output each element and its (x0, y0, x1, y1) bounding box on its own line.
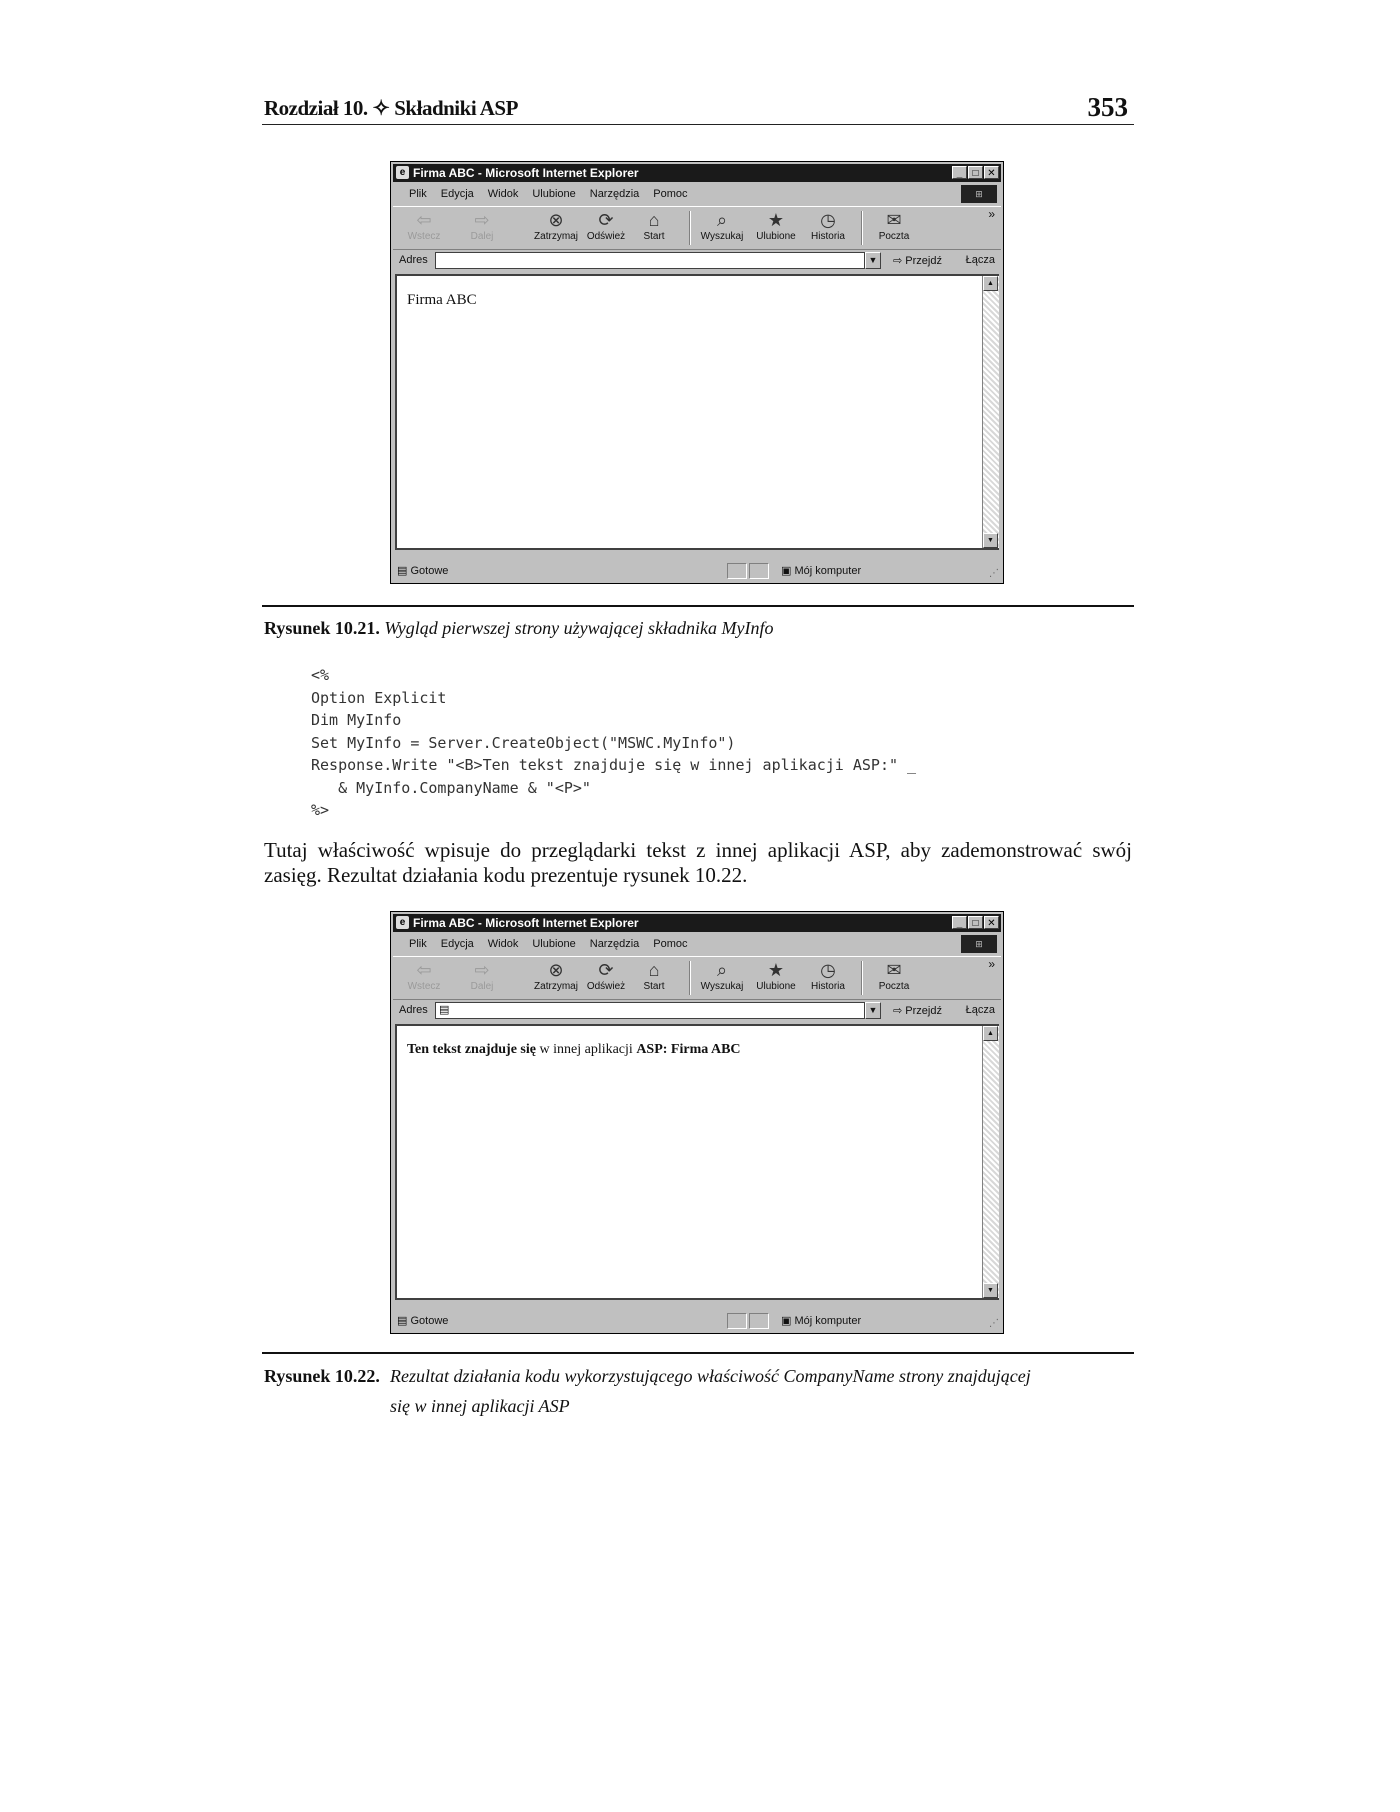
status-cell (727, 563, 747, 579)
menu-edit[interactable]: Edycja (440, 938, 474, 950)
figure-caption-1: Rysunek 10.21. Wygląd pierwszej strony używającej składnika MyInfo (264, 618, 774, 638)
browser-window-1 (390, 161, 1004, 584)
address-label: Adres (399, 254, 428, 266)
title-bar (393, 914, 1001, 932)
go-arrow-icon: ⇨ (893, 255, 903, 267)
computer-icon: ▣ (781, 1315, 792, 1327)
close-button[interactable]: ✕ (984, 166, 999, 179)
mail-button[interactable]: ✉ Poczta (865, 209, 923, 243)
forward-button[interactable]: ⇨ Dalej (453, 209, 511, 243)
address-label: Adres (399, 1004, 428, 1016)
minimize-button[interactable]: _ (952, 916, 967, 929)
home-button[interactable]: ⌂ Start (625, 959, 683, 993)
scroll-down-icon[interactable]: ▼ (983, 1283, 998, 1298)
browser-window-2 (390, 911, 1004, 1334)
history-button[interactable]: ◷ Historia (799, 209, 857, 243)
toolbar-separator (861, 961, 863, 995)
address-input[interactable] (435, 1002, 865, 1019)
address-input[interactable] (435, 252, 865, 269)
menu-view[interactable]: Widok (487, 938, 519, 950)
links-button[interactable]: Łącza (965, 1004, 995, 1016)
code-line: <% (311, 666, 330, 684)
page-number: 353 (1087, 92, 1128, 122)
menu-edit[interactable]: Edycja (440, 188, 474, 200)
code-listing (311, 664, 916, 822)
favorites-icon: ★ (767, 960, 785, 980)
window-title: Firma ABC - Microsoft Internet Explorer (413, 916, 639, 930)
windows-logo-icon: ⊞ (961, 935, 997, 953)
home-icon: ⌂ (648, 960, 660, 980)
search-button[interactable]: ⌕ Wyszukaj (693, 209, 751, 243)
scroll-up-icon[interactable]: ▲ (983, 1026, 998, 1041)
status-text: ▤ Gotowe (397, 565, 449, 577)
menu-tools[interactable]: Narzędzia (589, 188, 640, 200)
chevron-right-icon[interactable]: » (988, 207, 995, 221)
toolbar-separator (689, 961, 691, 995)
status-cell (749, 1313, 769, 1329)
mail-button[interactable]: ✉ Poczta (865, 959, 923, 993)
chevron-right-icon[interactable]: » (988, 957, 995, 971)
search-button[interactable]: ⌕ Wyszukaj (693, 959, 751, 993)
status-cell (749, 563, 769, 579)
maximize-button[interactable]: □ (968, 166, 983, 179)
figure-caption-2: Rysunek 10.22. Rezultat działania kodu wykorzystującego właściwość CompanyName strony znajdującej się w innej aplikacji ASP (264, 1366, 1031, 1416)
vertical-scrollbar[interactable] (982, 1026, 999, 1298)
refresh-button[interactable]: ⟳ Odśwież (577, 959, 635, 993)
history-icon: ◷ (820, 210, 836, 230)
status-cell (727, 1313, 747, 1329)
refresh-icon: ⟳ (598, 960, 614, 980)
caption-rule (262, 605, 1134, 607)
window-title: Firma ABC - Microsoft Internet Explorer (413, 166, 639, 180)
page-content-text: Ten tekst znajduje się w innej aplikacji ASP: Firma ABC (407, 1042, 741, 1057)
ie-icon: e (396, 916, 409, 929)
forward-button[interactable]: ⇨ Dalej (453, 959, 511, 993)
resize-grip-icon[interactable]: ⋰ (989, 568, 999, 579)
page-icon: ▤ (439, 1004, 450, 1016)
refresh-button[interactable]: ⟳ Odśwież (577, 209, 635, 243)
toolbar (393, 956, 1001, 1000)
page-viewport (395, 274, 999, 550)
code-line: Response.Write "<B>Ten tekst znajduje się w innej aplikacji ASP:" _ (311, 756, 917, 774)
menu-view[interactable]: Widok (487, 188, 519, 200)
resize-grip-icon[interactable]: ⋰ (989, 1318, 999, 1329)
menu-tools[interactable]: Narzędzia (589, 938, 640, 950)
vertical-scrollbar[interactable] (982, 276, 999, 548)
stop-button[interactable]: ⊗ Zatrzymaj (527, 959, 585, 993)
address-bar (393, 1000, 1001, 1022)
status-bar (393, 1311, 1001, 1331)
caption-rule (262, 1352, 1134, 1354)
go-button[interactable]: ⇨ Przejdź (893, 1005, 942, 1017)
refresh-icon: ⟳ (598, 210, 614, 230)
security-zone: ▣ Mój komputer (781, 565, 862, 577)
home-button[interactable]: ⌂ Start (625, 209, 683, 243)
search-icon: ⌕ (716, 210, 728, 230)
maximize-button[interactable]: □ (968, 916, 983, 929)
menu-help[interactable]: Pomoc (653, 188, 688, 200)
minimize-button[interactable]: _ (952, 166, 967, 179)
computer-icon: ▣ (781, 565, 792, 577)
code-line: Option Explicit (311, 688, 447, 707)
address-bar (393, 250, 1001, 272)
status-bar (393, 561, 1001, 581)
stop-button[interactable]: ⊗ Zatrzymaj (527, 209, 585, 243)
favorites-button[interactable]: ★ Ulubione (747, 209, 805, 243)
back-arrow-icon: ⇦ (416, 210, 432, 230)
toolbar-separator (689, 211, 691, 245)
menu-file[interactable]: Plik (409, 188, 427, 200)
close-button[interactable]: ✕ (984, 916, 999, 929)
security-zone: ▣ Mój komputer (781, 1315, 862, 1327)
go-arrow-icon: ⇨ (893, 1005, 903, 1017)
menu-bar (393, 934, 1001, 954)
back-arrow-icon: ⇦ (416, 960, 432, 980)
toolbar-separator (861, 211, 863, 245)
mail-icon: ✉ (886, 960, 902, 980)
page-icon: ▤ (397, 1315, 408, 1327)
go-button[interactable]: ⇨ Przejdź (893, 255, 942, 267)
menu-help[interactable]: Pomoc (653, 938, 688, 950)
page-viewport (395, 1024, 999, 1300)
address-dropdown-icon[interactable]: ▼ (865, 1002, 881, 1019)
forward-arrow-icon: ⇨ (474, 960, 490, 980)
body-paragraph: Tutaj właściwość wpisuje do przeglądarki tekst z innej aplikacji ASP, aby zademonstrować swój zasięg. Rezultat działania kodu prezentuje rysunek 10.22. (264, 838, 1132, 887)
favorites-icon: ★ (767, 210, 785, 230)
forward-arrow-icon: ⇨ (474, 210, 490, 230)
history-icon: ◷ (820, 960, 836, 980)
page-icon: ▤ (397, 565, 408, 577)
back-button[interactable]: ⇦ Wstecz (395, 209, 453, 243)
running-header: Rozdział 10. ✧ Składniki ASP (264, 96, 518, 120)
stop-icon: ⊗ (548, 210, 564, 230)
menu-bar (393, 184, 1001, 204)
status-text: ▤ Gotowe (397, 1315, 449, 1327)
scroll-up-icon[interactable]: ▲ (983, 276, 998, 291)
menu-favorites[interactable]: Ulubione (532, 938, 576, 950)
search-icon: ⌕ (716, 960, 728, 980)
stop-icon: ⊗ (548, 960, 564, 980)
back-button[interactable]: ⇦ Wstecz (395, 959, 453, 993)
history-button[interactable]: ◷ Historia (799, 959, 857, 993)
code-line: Dim MyInfo (311, 711, 402, 729)
title-bar (393, 164, 1001, 182)
windows-logo-icon: ⊞ (961, 185, 997, 203)
scroll-down-icon[interactable]: ▼ (983, 533, 998, 548)
home-icon: ⌂ (648, 210, 660, 230)
page-content-text: Firma ABC (407, 292, 477, 308)
header-rule (262, 124, 1134, 125)
code-line: %> (311, 801, 330, 819)
menu-file[interactable]: Plik (409, 938, 427, 950)
menu-favorites[interactable]: Ulubione (532, 188, 576, 200)
code-line: & MyInfo.CompanyName & "<P>" (311, 778, 591, 797)
mail-icon: ✉ (886, 210, 902, 230)
links-button[interactable]: Łącza (965, 254, 995, 266)
code-line: Set MyInfo = Server.CreateObject("MSWC.MyInfo") (311, 733, 736, 752)
toolbar (393, 206, 1001, 250)
ie-icon: e (396, 166, 409, 179)
address-dropdown-icon[interactable]: ▼ (865, 252, 881, 269)
favorites-button[interactable]: ★ Ulubione (747, 959, 805, 993)
